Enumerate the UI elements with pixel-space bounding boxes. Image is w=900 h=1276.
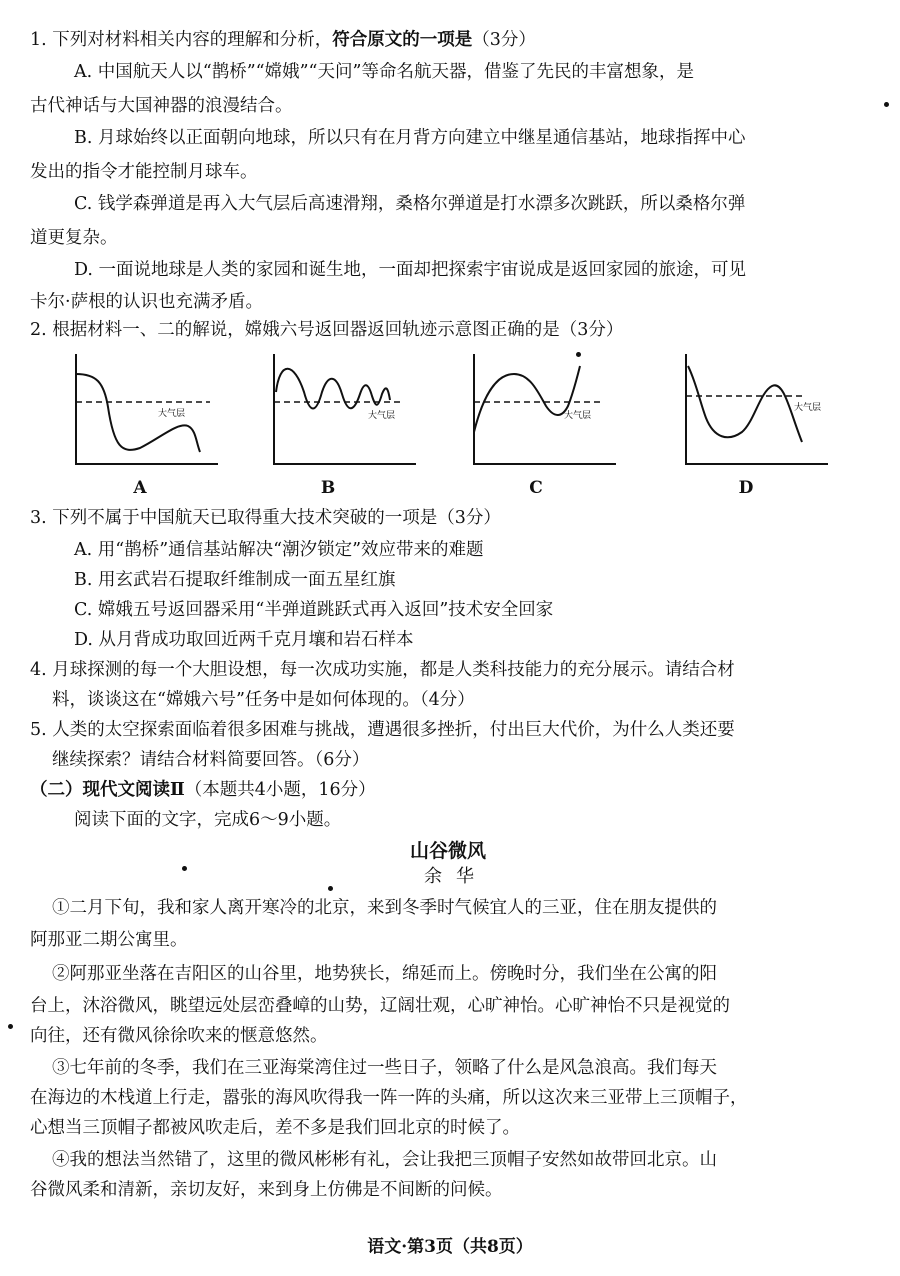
q1-option-b-line2: 发出的指令才能控制月球车。 [30, 162, 258, 182]
article-p2-line1: ②阿那亚坐落在吉阳区的山谷里，地势狭长，绵延而上。傍晚时分，我们坐在公寓的阳 [52, 964, 717, 984]
q5-line2: 继续探索？请结合材料简要回答。（6分） [52, 750, 370, 770]
q3-option-b: B. 用玄武岩石提取纤维制成一面五星红旗 [74, 570, 396, 590]
article-p2-line3: 向往，还有微风徐徐吹来的惬意悠然。 [30, 1026, 328, 1046]
article-p3-line1: ③七年前的冬季，我们在三亚海棠湾住过一些日子，领略了什么是风急浪高。我们每天 [52, 1058, 717, 1078]
q4-line1: 4. 月球探测的每一个大胆设想，每一次成功实施，都是人类科技能力的充分展示。请结合材 [30, 660, 735, 680]
article-p1-line1: ①二月下旬，我和家人离开寒冷的北京，来到冬季时气候宜人的三亚，住在朋友提供的 [52, 898, 717, 918]
q1-option-a-line1: A. 中国航天人以“鹊桥”“嫦娥”“天问”等命名航天器，借鉴了先民的丰富想象，是 [74, 62, 694, 82]
graph-c-label: C [529, 478, 543, 498]
q3-option-a: A. 用“鹊桥”通信基站解决“潮汐锁定”效应带来的难题 [74, 540, 484, 560]
graph-b-atmosphere-label: 大气层 [368, 411, 396, 421]
q1-option-c-line1: C. 钱学森弹道是再入大气层后高速滑翔，桑格尔弹道是打水漂多次跳跃，所以桑格尔弹 [74, 194, 746, 214]
q1-option-d-line2: 卡尔·萨根的认识也充满矛盾。 [30, 292, 264, 312]
graph-d-curve [688, 366, 802, 442]
graph-c-svg [468, 352, 628, 467]
section2-heading-rest: （本题共4小题，16分） [184, 780, 376, 800]
graph-c-curve [474, 366, 580, 432]
q1-stem-bold: 符合原文的一项是 [332, 30, 473, 50]
article-p2-line2: 台上，沐浴微风，眺望远处层峦叠嶂的山势，辽阔壮观，心旷神怡。心旷神怡不只是视觉的 [30, 996, 730, 1016]
graph-a-svg [70, 352, 230, 467]
scan-speck [576, 352, 581, 357]
graph-b-axes [274, 354, 416, 464]
q5-line1: 5. 人类的太空探索面临着很多困难与挑战，遭遇很多挫折，付出巨大代价，为什么人类还要 [30, 720, 735, 740]
trajectory-graph-a [70, 352, 230, 498]
graph-c-atmosphere-label: 大气层 [564, 411, 592, 421]
graph-d-svg [680, 352, 840, 467]
q1-stem-suffix: （3分） [472, 30, 536, 50]
q2-stem: 2. 根据材料一、二的解说，嫦娥六号返回器返回轨迹示意图正确的是（3分） [30, 320, 624, 340]
q1-stem [30, 28, 536, 52]
article-p1-line2: 阿那亚二期公寓里。 [30, 930, 188, 950]
article-title: 山谷微风 [410, 840, 487, 862]
q3-stem: 3. 下列不属于中国航天已取得重大技术突破的一项是（3分） [30, 508, 501, 528]
page-footer: 语文·第3页（共8页） [367, 1237, 533, 1257]
q3-option-c: C. 嫦娥五号返回器采用“半弹道跳跃式再入返回”技术安全回家 [74, 600, 554, 620]
trajectory-graph-c [468, 352, 628, 498]
trajectory-graph-b [268, 352, 428, 498]
graph-b-svg [268, 352, 428, 467]
q3-option-d: D. 从月背成功取回近两千克月壤和岩石样本 [74, 630, 414, 650]
graph-c-axes [474, 354, 616, 464]
graph-a-axes [76, 354, 218, 464]
article-p4-line1: ④我的想法当然错了，这里的微风彬彬有礼，会让我把三顶帽子安然如故带回北京。山 [52, 1150, 717, 1170]
section2-heading-bold: （二）现代文阅读Ⅱ [30, 780, 185, 800]
article-p3-line3: 心想当三顶帽子都被风吹走后，差不多是我们回北京的时候了。 [30, 1118, 520, 1138]
q1-option-a-line2: 古代神话与大国神器的浪漫结合。 [30, 96, 293, 116]
q1-option-c-line2: 道更复杂。 [30, 228, 118, 248]
graph-a-label: A [133, 478, 147, 498]
article-p3-line2: 在海边的木栈道上行走，嚣张的海风吹得我一阵一阵的头痛，所以这次来三亚带上三顶帽子， [30, 1088, 748, 1108]
q1-option-b-line1: B. 月球始终以正面朝向地球，所以只有在月背方向建立中继星通信基站，地球指挥中心 [74, 128, 746, 148]
scan-speck [884, 102, 889, 107]
section2-heading [30, 778, 376, 802]
q4-line2: 料，谈谈这在“嫦娥六号”任务中是如何体现的。（4分） [52, 690, 475, 710]
scan-speck [8, 1024, 13, 1029]
scan-speck [182, 866, 187, 871]
q1-option-d-line1: D. 一面说地球是人类的家园和诞生地，一面却把探索宇宙说成是返回家园的旅途，可见 [74, 260, 747, 280]
section2-instruction: 阅读下面的文字，完成6～9小题。 [74, 810, 342, 830]
q1-stem-prefix: 1. 下列对材料相关内容的理解和分析， [30, 30, 333, 50]
trajectory-graph-d [680, 352, 840, 498]
article-p4-line2: 谷微风柔和清新，亲切友好，来到身上仿佛是不间断的问候。 [30, 1180, 503, 1200]
graph-d-atmosphere-label: 大气层 [794, 403, 822, 413]
graph-b-curve [276, 369, 390, 409]
article-author: 余华 [424, 866, 488, 887]
graph-a-atmosphere-label: 大气层 [158, 409, 186, 419]
scan-speck [328, 886, 333, 891]
graph-d-label: D [738, 478, 754, 498]
graph-b-label: B [320, 478, 336, 498]
